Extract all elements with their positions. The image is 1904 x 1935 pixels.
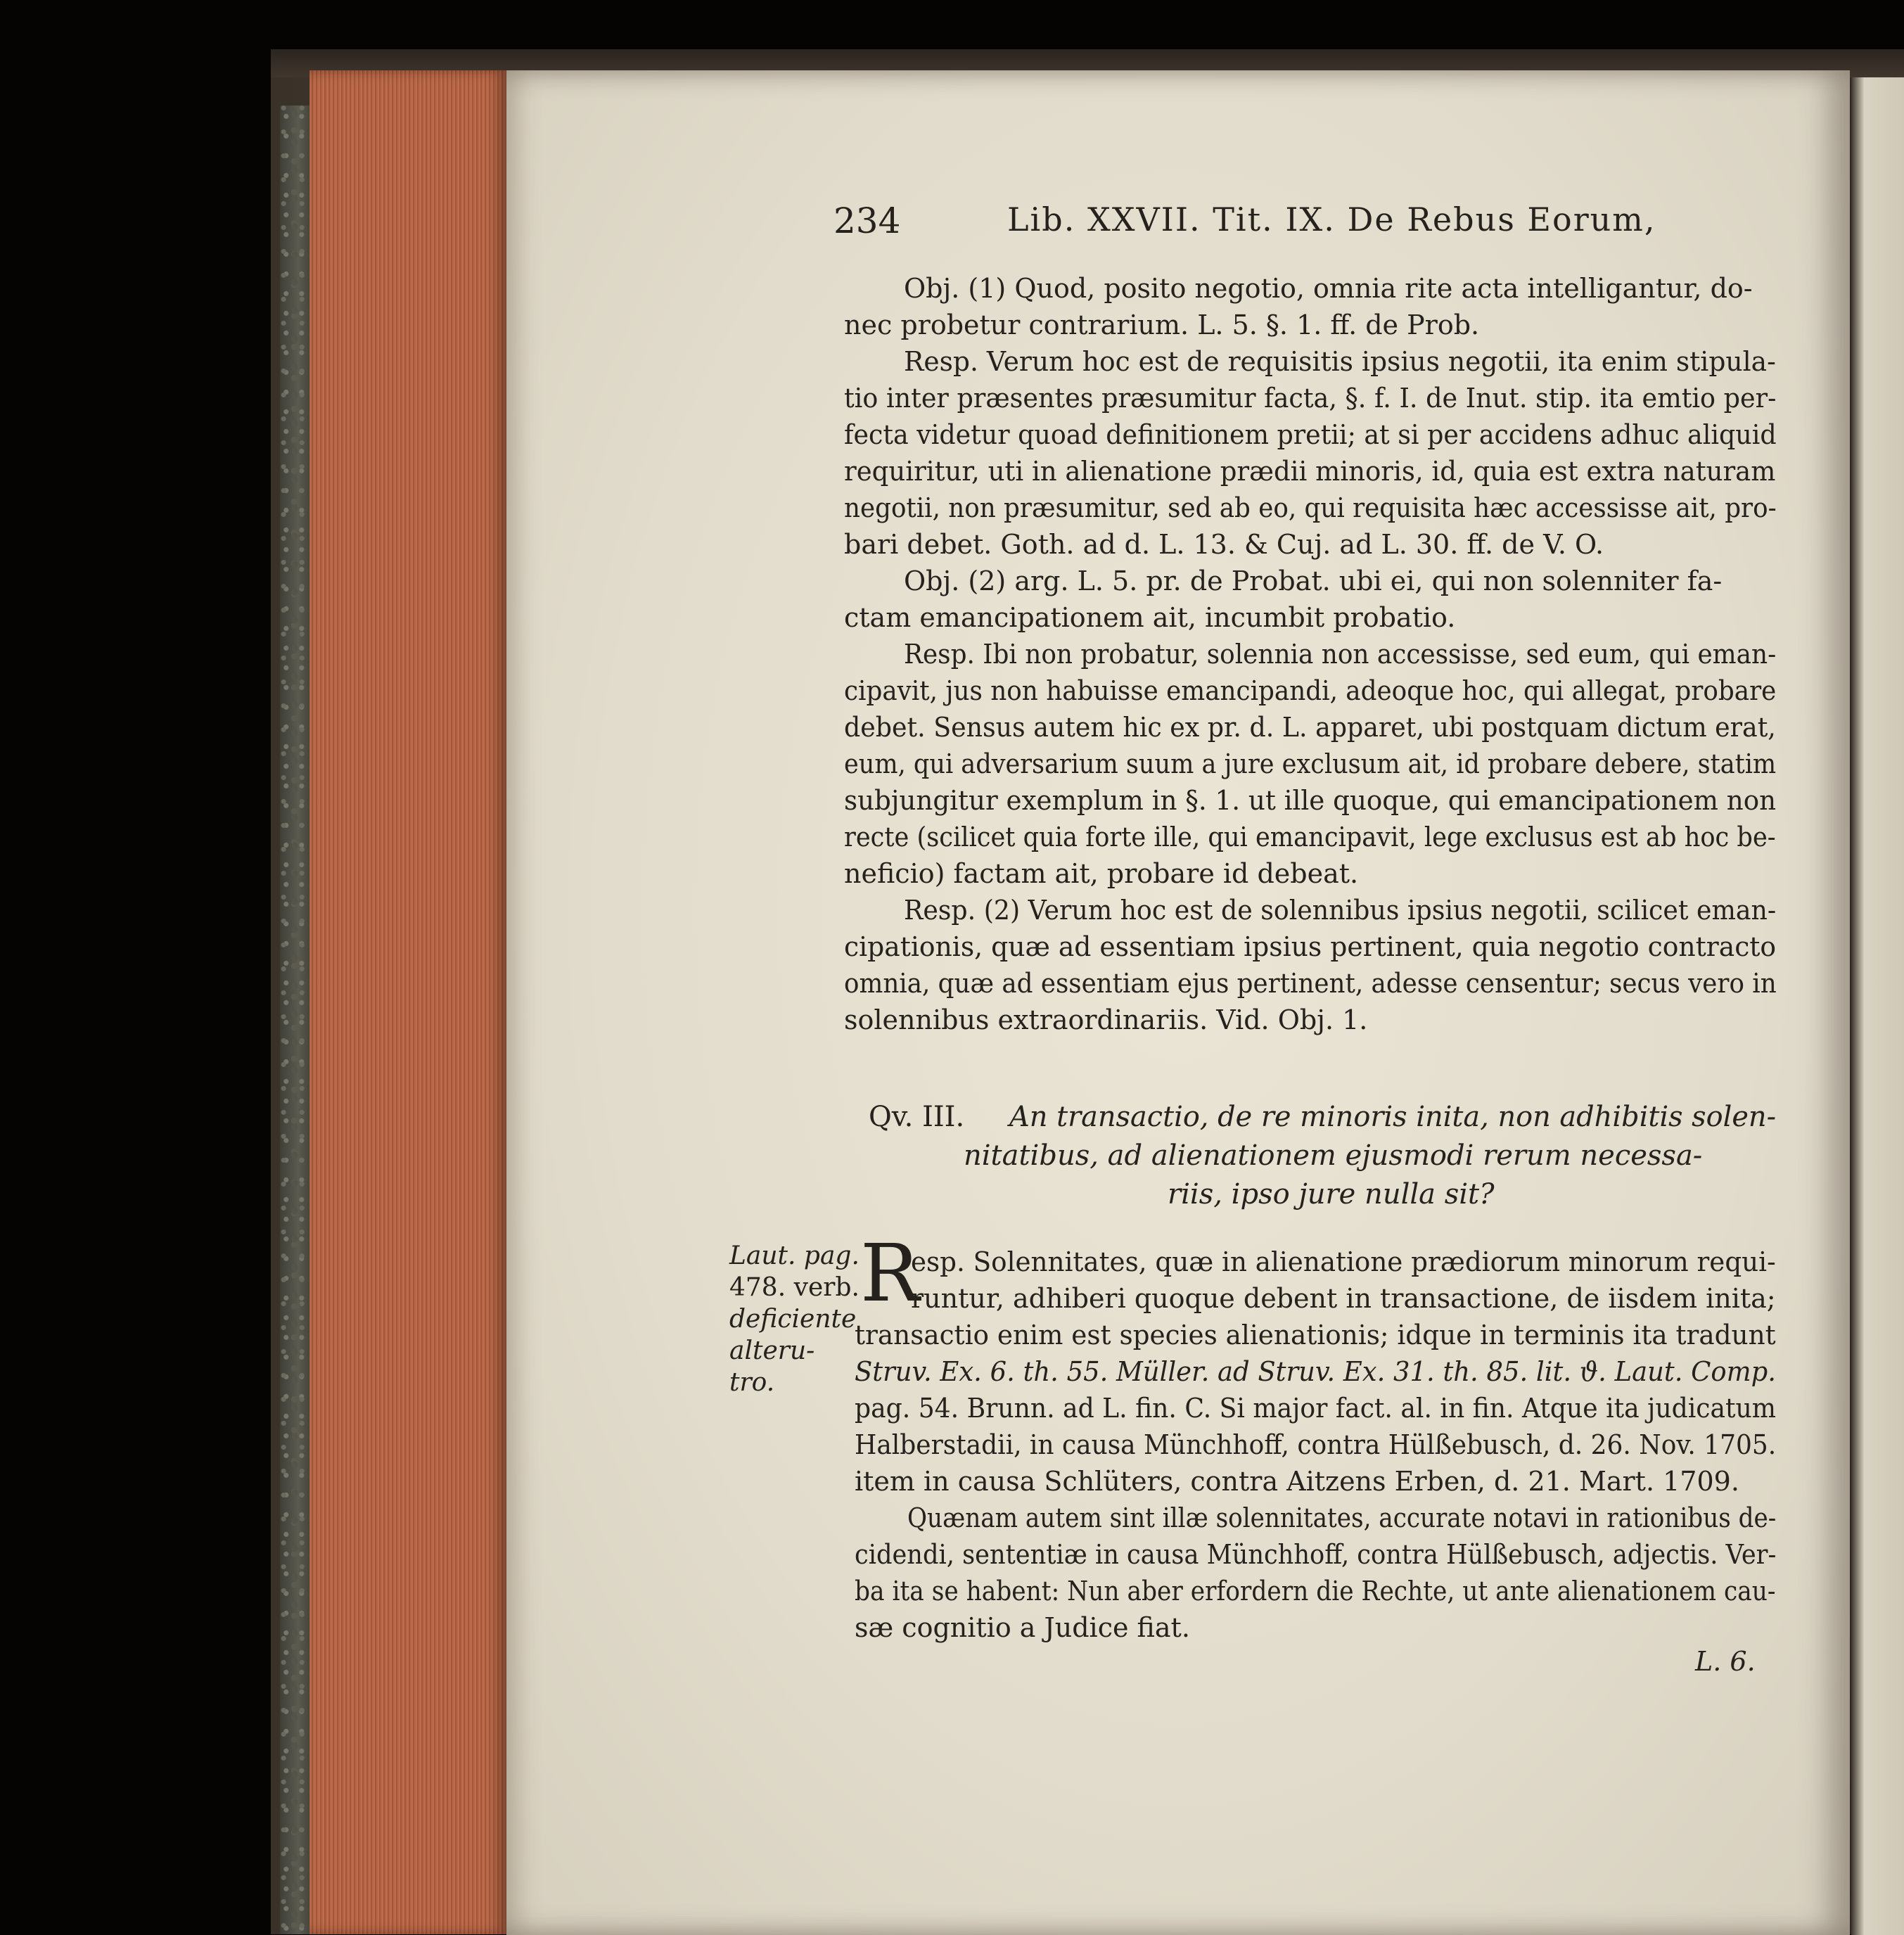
facing-page-edge bbox=[1851, 77, 1904, 1935]
drop-cap: R bbox=[860, 1228, 920, 1320]
body-line: nec probetur contrarium. L. 5. §. 1. ff. de Prob. bbox=[844, 309, 1480, 340]
body-line: bari debet. Goth. ad d. L. 13. & Cuj. ad L. 30. ff. de V. O. bbox=[844, 529, 1604, 560]
body-line: requiritur, uti in alienatione prædii minoris, id, quia est extra naturam bbox=[844, 456, 1776, 487]
body-line: recte (scilicet quia forte ille, qui emancipavit, lege exclusus est ab hoc be- bbox=[844, 822, 1776, 852]
answer-line: item in causa Schlüters, contra Aitzens Erben, d. 21. Mart. 1709. bbox=[855, 1466, 1739, 1497]
running-title: Lib. XXVII. Tit. IX. De Rebus Eorum, bbox=[1007, 200, 1656, 238]
answer-line: pag. 54. Brunn. ad L. fin. C. Si major fact. al. in fin. Atque ita judicatum bbox=[855, 1393, 1776, 1424]
question-line: nitatibus, ad alienationem ejusmodi rerum necessa- bbox=[964, 1139, 1703, 1172]
question-line: An transactio, de re minoris inita, non adhibitis solen- bbox=[1009, 1101, 1777, 1133]
answer-line: sæ cognitio a Judice fiat. bbox=[855, 1612, 1190, 1643]
margin-note-line: Laut. pag. bbox=[729, 1241, 860, 1270]
body-line: subjungitur exemplum in §. 1. ut ille quoque, qui emancipationem non bbox=[844, 785, 1777, 816]
body-line: Resp. Verum hoc est de requisitis ipsius negotii, ita enim stipula- bbox=[904, 346, 1776, 377]
margin-note-line: alteru- bbox=[729, 1336, 815, 1365]
answer-line: Quænam autem sint illæ solennitates, accurate notavi in rationibus de- bbox=[907, 1502, 1777, 1533]
body-line: negotii, non præsumitur, sed ab eo, qui requisita hæc accessisse ait, pro- bbox=[844, 492, 1777, 523]
body-line: ctam emancipationem ait, incumbit probatio. bbox=[844, 602, 1456, 633]
body-line: neficio) factam ait, probare id debeat. bbox=[844, 858, 1359, 889]
answer-line: cidendi, sententiæ in causa Münchhoff, contra Hülßebusch, adjectis. Ver- bbox=[855, 1539, 1777, 1570]
answer-line: esp. Solennitates, quæ in alienatione prædiorum minorum requi- bbox=[911, 1246, 1776, 1277]
body-line: fecta videtur quoad definitionem pretii; at si per accidens adhuc aliquid bbox=[844, 419, 1777, 450]
question-label: Qv. III. bbox=[869, 1101, 965, 1133]
page-number: 234 bbox=[833, 200, 901, 241]
body-line: Resp. Ibi non probatur, solennia non accessisse, sed eum, qui eman- bbox=[904, 639, 1777, 670]
answer-line: Struv. Ex. 6. th. 55. Müller. ad Struv. Ex. 31. th. 85. lit. ϑ. Laut. Comp. bbox=[855, 1356, 1776, 1387]
page-edges bbox=[309, 70, 506, 1934]
margin-note-line: tro. bbox=[729, 1368, 775, 1397]
catchword: L. 6. bbox=[1695, 1646, 1756, 1677]
body-line: omnia, quæ ad essentiam ejus pertinent, adesse censentur; secus vero in bbox=[844, 968, 1777, 999]
body-line: Obj. (1) Quod, posito negotio, omnia rite acta intelligantur, do- bbox=[904, 273, 1753, 304]
question-line: riis, ipso jure nulla sit? bbox=[1168, 1178, 1495, 1211]
answer-line: runtur, adhiberi quoque debent in transactione, de iisdem inita; bbox=[911, 1283, 1776, 1314]
body-line: cipationis, quæ ad essentiam ipsius pertinent, quia negotio contracto bbox=[844, 931, 1777, 962]
body-line: Obj. (2) arg. L. 5. pr. de Probat. ubi ei, qui non solenniter fa- bbox=[904, 566, 1723, 596]
body-line: cipavit, jus non habuisse emancipandi, adeoque hoc, qui allegat, probare bbox=[844, 675, 1777, 706]
body-line: eum, qui adversarium suum a jure exclusum ait, id probare debere, statim bbox=[844, 748, 1777, 779]
answer-line: ba ita se habent: Nun aber erfordern die Rechte, ut ante alienationem cau- bbox=[855, 1576, 1776, 1607]
body-line: tio inter præsentes præsumitur facta, §. f. I. de Inut. stip. ita emtio per- bbox=[844, 383, 1777, 414]
answer-line: transactio enim est species alienationis; idque in terminis ita tradunt bbox=[855, 1320, 1776, 1350]
answer-line: Halberstadii, in causa Münchhoff, contra Hülßebusch, d. 26. Nov. 1705. bbox=[855, 1429, 1777, 1460]
body-line: Resp. (2) Verum hoc est de solennibus ipsius negotii, scilicet eman- bbox=[904, 895, 1777, 926]
body-line: solennibus extraordinariis. Vid. Obj. 1. bbox=[844, 1004, 1368, 1035]
body-line: debet. Sensus autem hic ex pr. d. L. apparet, ubi postquam dictum erat, bbox=[844, 712, 1776, 743]
margin-note-line: 478. verb. bbox=[729, 1273, 860, 1302]
margin-note-line: deficiente bbox=[729, 1305, 857, 1334]
